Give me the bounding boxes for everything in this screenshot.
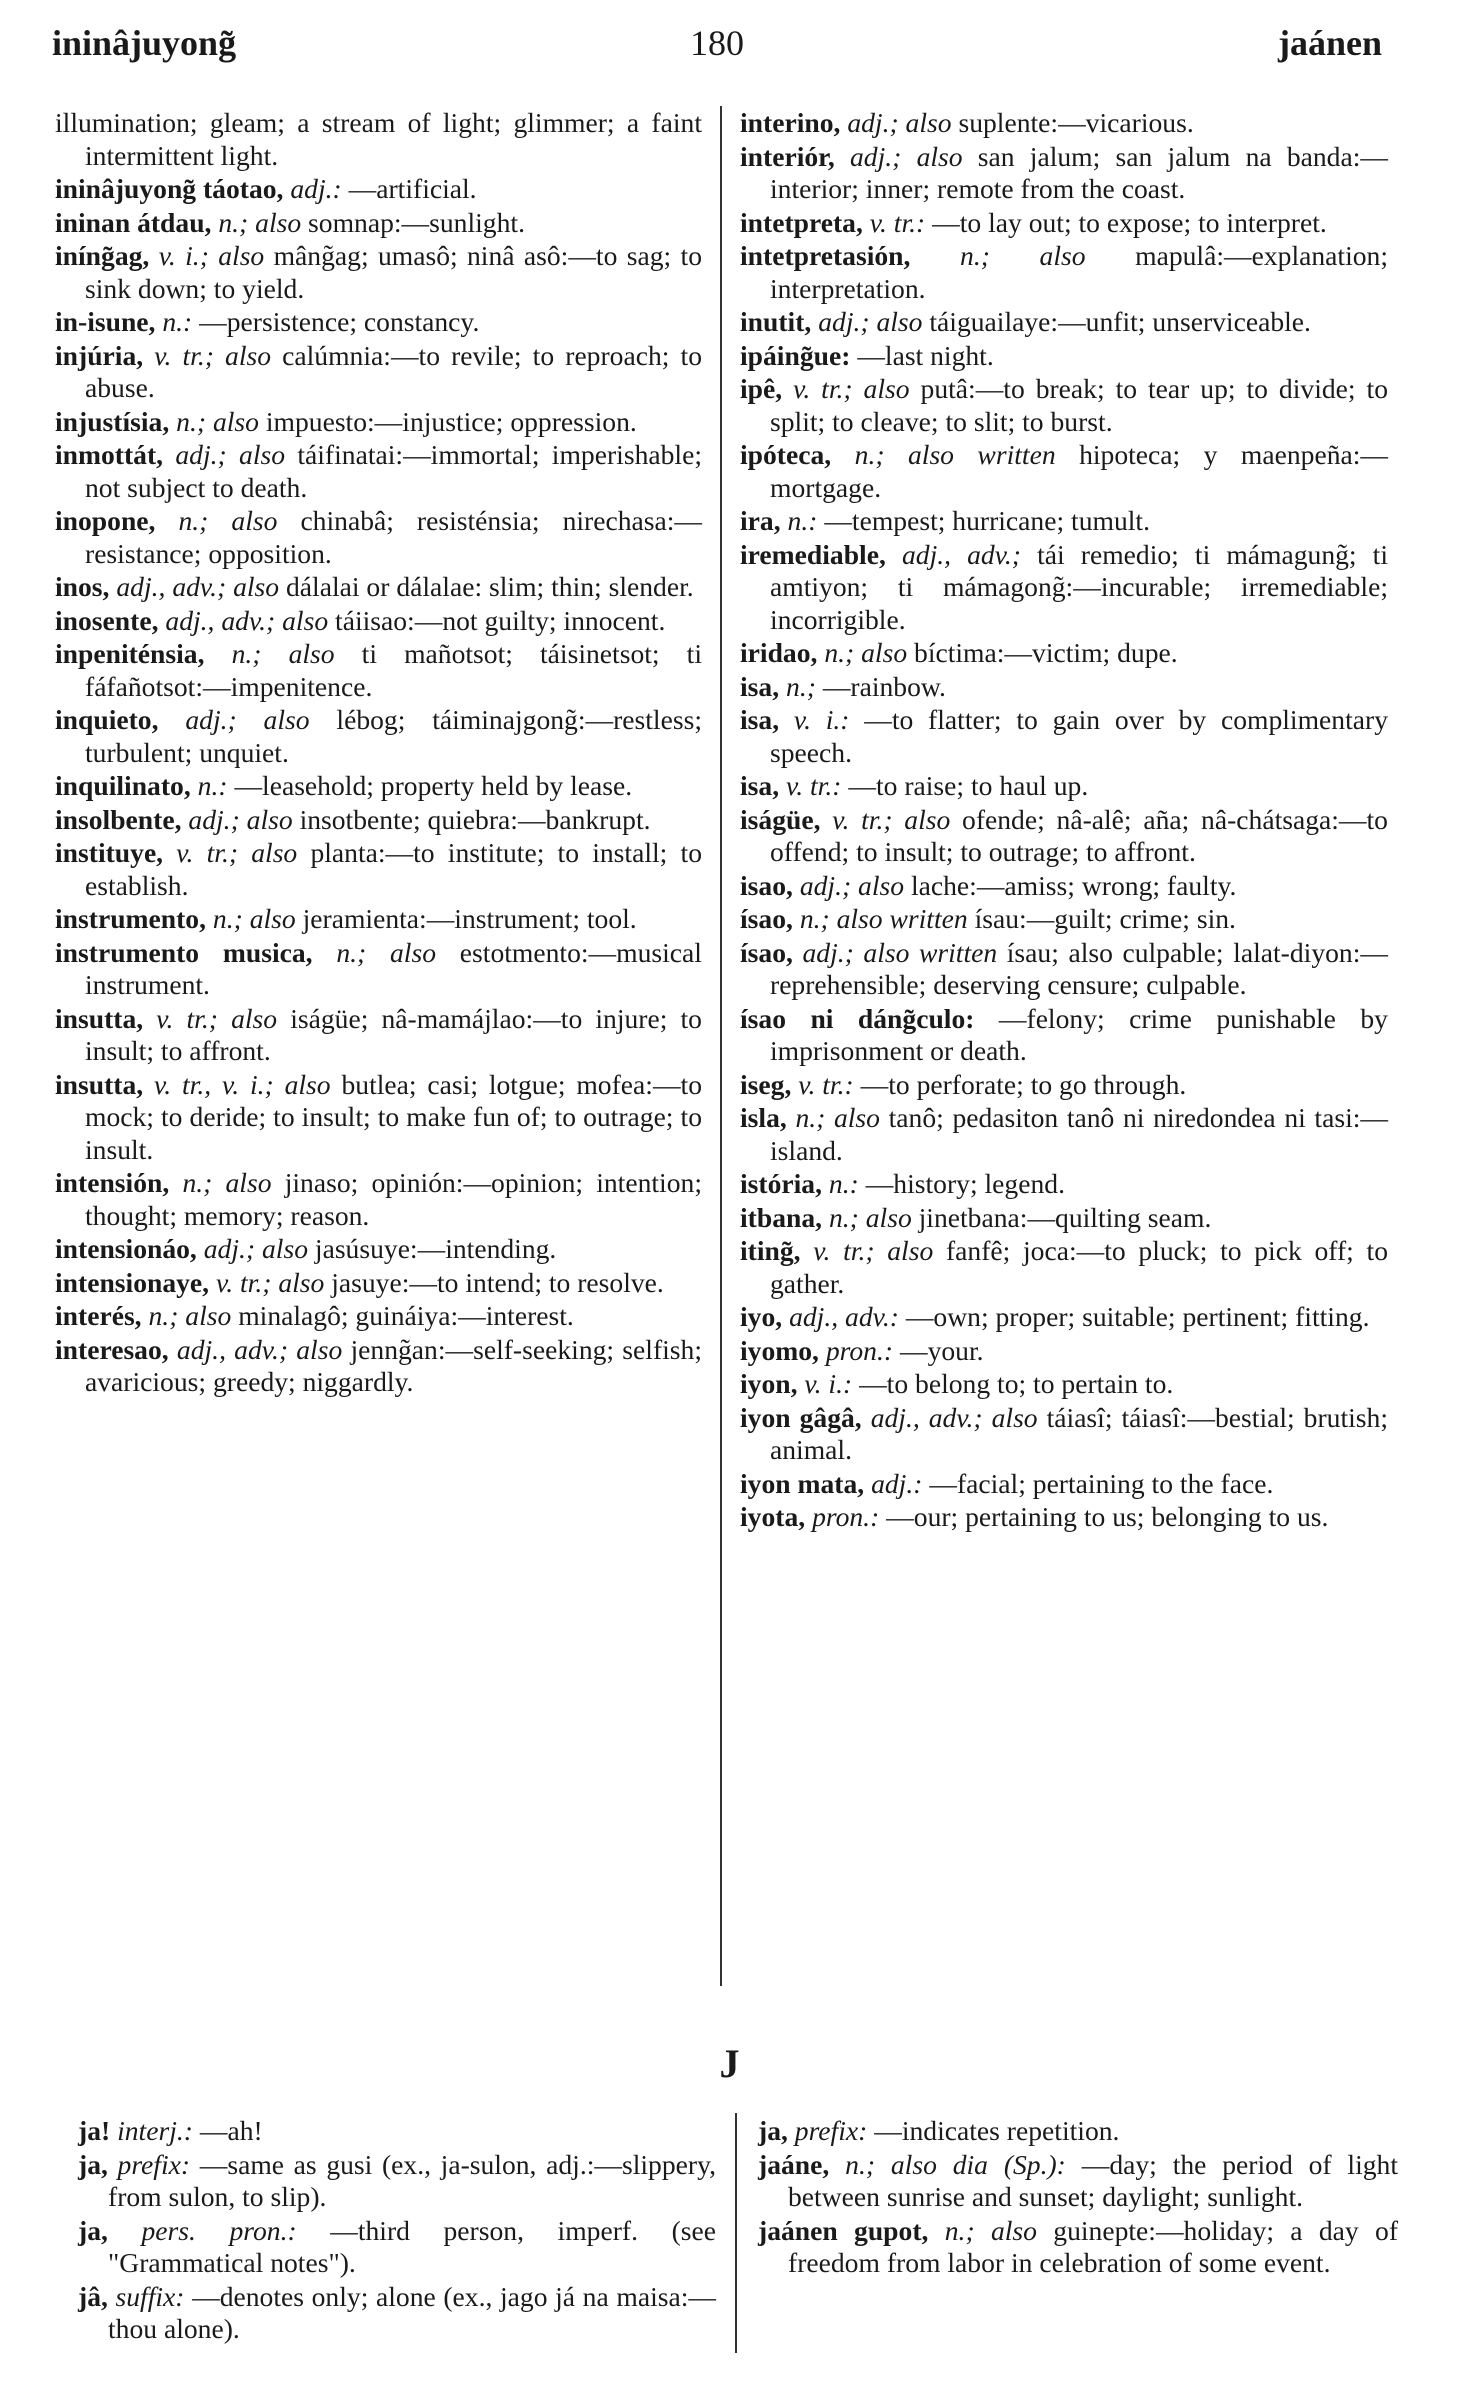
entry-definition: —persistence; constancy. <box>199 306 480 337</box>
entry-grammar-label: v. tr.: <box>869 206 926 238</box>
entry-grammar-label: n.; also <box>824 637 908 668</box>
entry-definition: planta:—to institute; to install; to establish. <box>85 837 702 901</box>
dictionary-entry <box>740 804 1388 869</box>
entry-headword: jaánen gupot, <box>758 2214 929 2246</box>
entry-definition: ísau; also culpable; lalat-diyon:—reprehensible; deserving censure; culpable. <box>770 936 1388 1000</box>
entry-headword: interés, <box>55 1300 142 1331</box>
entry-grammar-label: prefix: <box>794 2115 868 2146</box>
entry-headword: jaáne, <box>758 2148 830 2180</box>
dictionary-entry <box>740 637 1388 670</box>
entry-headword: jâ, <box>78 2280 108 2312</box>
entry-headword: inquilinato, <box>55 770 191 801</box>
entry-grammar-label: v. i.: <box>804 1368 853 1399</box>
entry-definition: butlea; casi; lotgue; mofea:—to mock; to deride; to insult; to make fun of; to outrage; to insult. <box>85 1068 703 1165</box>
entry-grammar-label: adj.; also <box>175 439 286 470</box>
entry-definition: —to perforate; to go through. <box>860 1068 1187 1100</box>
entry-definition: —denotes only; alone (ex., jago já na maisa:—thou alone). <box>108 2280 716 2344</box>
entry-headword: iting̃, <box>740 1235 801 1266</box>
entry-grammar-label: n.; also <box>218 206 302 238</box>
dictionary-entry <box>740 439 1388 504</box>
entry-definition: insotbente; quiebra:—bankrupt. <box>299 803 651 835</box>
entry-definition: impuesto:—injustice; oppression. <box>265 405 637 437</box>
entry-headword: ininan átdau, <box>55 206 212 238</box>
page-number: 180 <box>690 23 744 63</box>
entry-headword: iseg, <box>740 1068 792 1100</box>
entry-headword: iyon gâgâ, <box>740 1401 862 1433</box>
entry-grammar-label: n.: <box>197 770 228 801</box>
entry-grammar-label: pron.: <box>812 1501 880 1532</box>
dictionary-entry <box>55 207 702 240</box>
entry-headword: ja, <box>758 2115 788 2146</box>
dictionary-entry <box>758 2115 1398 2148</box>
entry-definition: —day; the period of light between sunrise and sunset; daylight; sunlight. <box>788 2148 1399 2212</box>
entry-headword: iságüe, <box>740 803 821 835</box>
entry-headword: inquieto, <box>55 704 159 735</box>
column-bottom-right <box>758 2115 1398 2280</box>
entry-grammar-label: v. tr.: <box>798 1068 854 1100</box>
entry-definition: —third person, imperf. (see "Grammatical notes"). <box>108 2214 716 2278</box>
dictionary-entry <box>740 704 1388 769</box>
entry-grammar-label: n.; also <box>182 1167 272 1198</box>
entry-grammar-label: adj.; also <box>818 306 923 337</box>
dictionary-entry <box>55 605 702 638</box>
entry-grammar-label: adj., adv.; also <box>176 1333 343 1365</box>
entry-definition: guinepte:—holiday; a day of freedom from labor in celebration of some event. <box>788 2214 1399 2278</box>
entry-headword: inmottát, <box>55 439 164 470</box>
dictionary-entry <box>55 837 702 902</box>
entry-definition: —leasehold; property held by lease. <box>234 770 633 801</box>
entry-headword: intetpreta, <box>740 206 863 238</box>
entry-headword: inpeniténsia, <box>55 638 205 669</box>
entry-grammar-label: n.; also <box>828 1201 912 1233</box>
entry-headword: ipê, <box>740 373 783 404</box>
entry-headword: iyon mata, <box>740 1467 865 1499</box>
entry-grammar-label: adj., adv.; also <box>870 1401 1038 1433</box>
entry-definition: mapulâ:—explanation; interpretation. <box>770 240 1388 304</box>
entry-grammar-label: v. tr.; also <box>832 803 951 835</box>
entry-definition: táifinatai:—immortal; imperishable; not subject to death. <box>85 439 702 503</box>
entry-grammar-label: prefix: <box>117 2148 191 2180</box>
entry-definition: —rainbow. <box>822 670 946 702</box>
entry-grammar-label: n.; also <box>795 1102 880 1133</box>
entry-grammar-label: adj., adv.: <box>789 1301 899 1332</box>
entry-definition: —facial; pertaining to the face. <box>929 1467 1274 1499</box>
entry-headword: instrumento musica, <box>55 936 313 968</box>
entry-grammar-label: adj., adv.; also <box>165 604 329 636</box>
entry-definition: —history; legend. <box>865 1168 1065 1199</box>
entry-definition: jinetbana:—quilting seam. <box>918 1201 1212 1233</box>
dictionary-entry <box>740 539 1388 637</box>
entry-grammar-label: n.; also <box>944 2214 1037 2246</box>
entry-definition: —to belong to; to pertain to. <box>859 1368 1174 1399</box>
entry-headword: insolbente, <box>55 803 182 835</box>
entry-headword: iyon, <box>740 1368 798 1399</box>
dictionary-entry <box>740 1468 1388 1501</box>
entry-grammar-label: adj., adv.; <box>901 538 1021 570</box>
entry-headword: ininâjuyong̃ táotao, <box>55 173 284 204</box>
entry-definition: —to raise; to haul up. <box>848 770 1089 801</box>
entry-headword: iridao, <box>740 637 818 668</box>
entry-headword: isa, <box>740 704 780 735</box>
dictionary-entry <box>740 937 1388 1002</box>
entry-definition: —last night. <box>857 339 994 371</box>
entry-headword: injúria, <box>55 339 144 371</box>
entry-headword: ja, <box>78 2148 108 2180</box>
dictionary-entry <box>55 937 702 1002</box>
entry-headword: interiór, <box>740 140 835 172</box>
entry-headword: ísao ni dáng̃culo: <box>740 1002 975 1034</box>
entry-headword: iyomo, <box>740 1334 819 1366</box>
entry-headword: inutit, <box>740 306 812 337</box>
entry-grammar-label: n.: <box>162 306 193 337</box>
dictionary-entry <box>740 671 1388 704</box>
entry-grammar-label: v. i.: <box>793 704 850 735</box>
entry-grammar-label: adj.; also <box>203 1233 308 1264</box>
dictionary-entry <box>55 107 702 172</box>
section-letter-heading: J <box>719 2041 740 2086</box>
dictionary-entry <box>740 1202 1388 1235</box>
page-header <box>52 22 1382 72</box>
entry-definition: lébog; táiminajgong̃:—restless; turbulent; unquiet. <box>85 704 702 768</box>
dictionary-entry <box>78 2215 716 2280</box>
dictionary-entry <box>740 770 1388 803</box>
entry-grammar-label: v. tr.; also <box>813 1235 934 1266</box>
dictionary-entry <box>740 870 1388 903</box>
entry-grammar-label: n.; also <box>231 638 335 669</box>
entry-definition: —to lay out; to expose; to interpret. <box>932 206 1327 238</box>
entry-definition: jeramienta:—instrument; tool. <box>302 903 637 934</box>
entry-grammar-label: v. tr.: <box>786 770 842 801</box>
entry-headword: ja, <box>78 2214 108 2246</box>
dictionary-entry <box>740 373 1388 438</box>
entry-definition: calúmnia:—to revile; to reproach; to abuse. <box>85 339 702 403</box>
dictionary-entry <box>740 505 1388 538</box>
entry-grammar-label: pron.: <box>825 1334 894 1366</box>
entry-grammar-label: v. tr.; also <box>216 1266 325 1298</box>
entry-headword: in-isune, <box>55 306 156 337</box>
entry-headword: injustísia, <box>55 405 170 437</box>
dictionary-entry <box>740 207 1388 240</box>
entry-definition: iságüe; nâ-mamájlao:—to injure; to insult; to affront. <box>85 1002 702 1066</box>
entry-headword: intensionáo, <box>55 1233 197 1264</box>
dictionary-entry <box>55 1233 702 1266</box>
entry-headword: iyo, <box>740 1301 783 1332</box>
entry-headword: insutta, <box>55 1068 144 1100</box>
entry-definition: lache:—amiss; wrong; faulty. <box>910 869 1237 901</box>
column-top-left <box>55 107 702 1399</box>
entry-definition: —our; pertaining to us; belonging to us. <box>886 1501 1329 1532</box>
dictionary-entry <box>55 804 702 837</box>
entry-headword: interino, <box>740 107 841 138</box>
dictionary-entry <box>740 306 1388 339</box>
dictionary-entry <box>740 1003 1388 1068</box>
dictionary-entry <box>55 439 702 504</box>
dictionary-entry <box>55 1167 702 1232</box>
dictionary-entry <box>55 240 702 305</box>
entry-grammar-label: adj.; also <box>847 107 952 138</box>
left-guide-word: ininâjuyong̃ <box>52 23 237 63</box>
dictionary-entry <box>78 2149 716 2214</box>
entry-headword: intensión, <box>55 1167 170 1198</box>
dictionary-entry <box>758 2215 1398 2280</box>
entry-grammar-label: v. tr.; also <box>154 339 272 371</box>
entry-definition: tanô; pedasiton tanô ni niredondea ni tasi:—island. <box>770 1102 1389 1166</box>
entry-grammar-label: adj.: <box>290 173 342 204</box>
entry-headword: intensionaye, <box>55 1266 210 1298</box>
entry-grammar-label: adj.; also written <box>802 936 998 968</box>
entry-definition: dálalai or dálalae: slim; thin; slender. <box>286 571 694 602</box>
entry-grammar-label: n.: <box>828 1168 859 1199</box>
entry-headword: ísao, <box>740 903 793 934</box>
entry-definition: putâ:—to break; to tear up; to divide; to split; to cleave; to slit; to burst. <box>770 373 1388 437</box>
entry-grammar-label: n.: <box>787 505 818 536</box>
entry-definition: hipoteca; y maenpeña:—mortgage. <box>770 439 1388 503</box>
entry-grammar-label: adj.; also <box>188 803 293 835</box>
column-divider-bottom <box>735 2113 737 2353</box>
entry-definition: somnap:—sunlight. <box>308 206 525 238</box>
column-top-right <box>740 107 1388 1534</box>
dictionary-entry <box>740 1168 1388 1201</box>
entry-definition: —felony; crime punishable by imprisonment or death. <box>770 1002 1388 1066</box>
entry-definition: —tempest; hurricane; tumult. <box>824 505 1150 536</box>
dictionary-entry <box>740 1368 1388 1401</box>
entry-grammar-label: pers. pron.: <box>141 2214 297 2246</box>
dictionary-entry <box>758 2149 1398 2214</box>
dictionary-entry <box>55 1003 702 1068</box>
entry-grammar-label: n.; also written <box>854 439 1056 470</box>
entry-grammar-label: adj.; also <box>185 704 310 735</box>
entry-definition: jinaso; opinión:—opinion; intention; thought; memory; reason. <box>85 1167 702 1231</box>
dictionary-entry <box>740 1501 1388 1534</box>
entry-grammar-label: n.; also <box>212 903 296 934</box>
entry-headword: iremediable, <box>740 538 886 570</box>
entry-grammar-label: n.; also <box>336 936 437 968</box>
entry-headword: iníng̃ag, <box>55 240 150 271</box>
entry-headword: ipóteca, <box>740 439 832 470</box>
entry-definition: mâng̃ag; umasô; ninâ asô:—to sag; to sink down; to yield. <box>85 240 702 304</box>
dictionary-entry <box>740 240 1388 305</box>
entry-grammar-label: adj.; also <box>850 140 963 172</box>
entry-grammar-label: n.; also written <box>799 903 968 934</box>
entry-headword: isa, <box>740 770 780 801</box>
entry-headword: insutta, <box>55 1002 144 1034</box>
entry-definition: —artificial. <box>348 173 477 204</box>
entry-grammar-label: n.; also dia (Sp.): <box>845 2148 1066 2180</box>
entry-grammar-label: n.; also <box>960 240 1086 271</box>
dictionary-entry <box>55 406 702 439</box>
dictionary-entry <box>55 1300 702 1333</box>
entry-headword: iyota, <box>740 1501 806 1532</box>
entry-grammar-label: n.; also <box>176 405 259 437</box>
entry-definition: san jalum; san jalum na banda:—interior; inner; remote from the coast. <box>770 140 1388 204</box>
dictionary-entry <box>740 340 1388 373</box>
entry-headword: ira, <box>740 505 781 536</box>
entry-headword: instituye, <box>55 837 164 868</box>
dictionary-entry <box>55 505 702 570</box>
column-divider <box>720 106 722 1986</box>
dictionary-entry <box>740 1102 1388 1167</box>
entry-definition: ísau:—guilt; crime; sin. <box>974 903 1236 934</box>
dictionary-entry <box>740 1301 1388 1334</box>
entry-grammar-label: v. tr.; also <box>793 373 910 404</box>
entry-headword: inopone, <box>55 505 156 536</box>
entry-headword: isao, <box>740 869 793 901</box>
entry-grammar-label: interj.: <box>117 2115 193 2146</box>
dictionary-entry <box>740 1069 1388 1102</box>
entry-definition: —indicates repetition. <box>874 2115 1120 2146</box>
entry-definition: minalagô; guináiya:—interest. <box>238 1300 574 1331</box>
dictionary-entry <box>740 903 1388 936</box>
entry-definition: ofende; nâ-alê; aña; nâ-chátsaga:—to offend; to insult; to outrage; to affront. <box>770 803 1388 867</box>
dictionary-entry <box>55 903 702 936</box>
entry-definition: táiisao:—not guilty; innocent. <box>335 604 666 636</box>
entry-grammar-label: n.; <box>786 670 816 702</box>
entry-grammar-label: adj.; also <box>799 869 905 901</box>
entry-headword: inosente, <box>55 604 159 636</box>
dictionary-entry <box>55 571 702 604</box>
dictionary-entry <box>55 306 702 339</box>
entry-headword: ipáing̃ue: <box>740 339 851 371</box>
entry-definition: bíctima:—victim; dupe. <box>914 637 1178 668</box>
entry-headword: intetpretasión, <box>740 240 911 271</box>
dictionary-entry <box>55 1069 702 1167</box>
entry-definition: suplente:—vicarious. <box>958 107 1194 138</box>
entry-definition: fanfê; joca:—to pluck; to pick off; to gather. <box>770 1235 1388 1299</box>
entry-definition: jasuye:—to intend; to resolve. <box>331 1266 664 1298</box>
dictionary-entry <box>55 340 702 405</box>
right-guide-word: jaánen <box>1277 23 1382 63</box>
entry-headword: isa, <box>740 670 780 702</box>
dictionary-entry <box>740 141 1388 206</box>
entry-definition: tái remedio; ti mámagung̃; ti amtiyon; ti mámagong̃:—incurable; irremediable; incorrigible. <box>770 538 1389 635</box>
dictionary-entry <box>55 1267 702 1300</box>
entry-grammar-label: adj., adv.; also <box>116 571 280 602</box>
entry-headword: itbana, <box>740 1201 823 1233</box>
entry-headword: instrumento, <box>55 903 206 934</box>
entry-definition: estotmento:—musical instrument. <box>85 936 702 1000</box>
entry-definition: illumination; gleam; a stream of light; glimmer; a faint intermittent light. <box>55 107 702 171</box>
entry-grammar-label: v. i.; also <box>158 240 265 271</box>
entry-definition: —own; proper; suitable; pertinent; fitting. <box>905 1301 1370 1332</box>
dictionary-entry <box>740 107 1388 140</box>
dictionary-entry <box>740 1402 1388 1467</box>
entry-definition: —ah! <box>199 2115 263 2146</box>
dictionary-entry <box>55 173 702 206</box>
entry-definition: táiasî; táiasî:—bestial; brutish; animal. <box>770 1401 1388 1465</box>
entry-definition: ti mañotsot; táisinetsot; ti fáfañotsot:—impenitence. <box>85 638 702 702</box>
dictionary-entry <box>55 770 702 803</box>
entry-headword: interesao, <box>55 1333 169 1365</box>
entry-headword: ja! <box>78 2115 111 2146</box>
entry-headword: inos, <box>55 571 110 602</box>
entry-definition: jasúsuye:—intending. <box>314 1233 557 1264</box>
entry-grammar-label: v. tr.; also <box>176 837 298 868</box>
dictionary-entry <box>78 2115 716 2148</box>
dictionary-entry <box>740 1335 1388 1368</box>
entry-grammar-label: v. tr.; also <box>156 1002 278 1034</box>
entry-headword: istória, <box>740 1168 822 1199</box>
entry-grammar-label: n.; also <box>178 505 278 536</box>
entry-grammar-label: v. tr., v. i.; also <box>154 1068 331 1100</box>
entry-grammar-label: suffix: <box>115 2280 185 2312</box>
entry-headword: ísao, <box>740 936 793 968</box>
entry-definition: táiguailaye:—unfit; unserviceable. <box>929 306 1311 337</box>
entry-grammar-label: adj.: <box>871 1467 923 1499</box>
column-bottom-left <box>78 2115 716 2346</box>
entry-grammar-label: n.; also <box>148 1300 232 1331</box>
dictionary-entry <box>55 638 702 703</box>
entry-definition: jenng̃an:—self-seeking; selfish; avaricious; greedy; niggardly. <box>85 1333 702 1397</box>
dictionary-entry <box>55 1334 702 1399</box>
entry-definition: chinabâ; resisténsia; nirechasa:—resistance; opposition. <box>85 505 703 569</box>
entry-definition: —your. <box>899 1334 984 1366</box>
entry-definition: —to flatter; to gain over by complimentary speech. <box>770 704 1389 768</box>
dictionary-entry <box>55 704 702 769</box>
dictionary-entry <box>740 1235 1388 1300</box>
dictionary-entry <box>78 2281 716 2346</box>
entry-headword: isla, <box>740 1102 787 1133</box>
entry-definition: —same as gusi (ex., ja-sulon, adj.:—slippery, from sulon, to slip). <box>108 2148 716 2212</box>
